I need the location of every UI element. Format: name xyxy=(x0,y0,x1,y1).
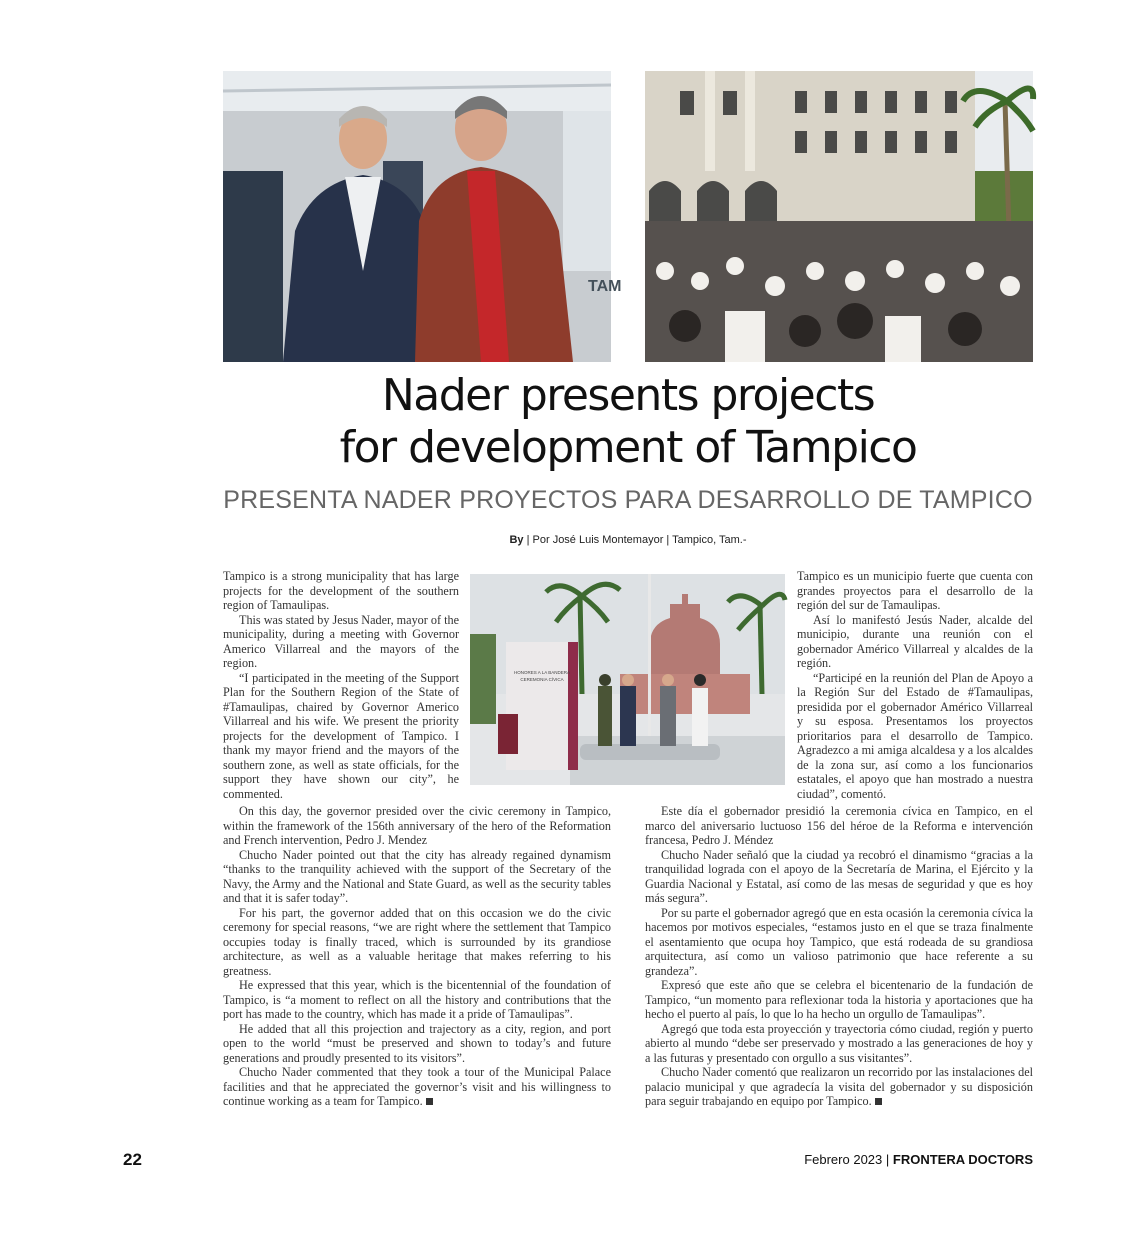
paragraph: Tampico es un municipio fuerte que cuenta con grandes proyectos para el desarrollo de la región del sur de Tamaulipas. xyxy=(797,569,1033,612)
byline xyxy=(223,534,1033,546)
paragraph: “Participé en la reunión del Plan de Apoyo a la Región Sur del Estado de #Tamaulipas, presidida por el gobernador Américo Villarreal y su esposa. Presentamos los proyectos prioritarios para el desarrollo de Tampico. Agradezco a mi amiga alcaldesa y a los alcaldes de la zona sur, así como a los funcionarios estatales, el apoyo que han mostrado a nuestra ciudad”, comentó. xyxy=(797,670,1033,801)
byline-by: By xyxy=(509,534,524,546)
paragraph: Agregó que toda esta proyección y trayectoria cómo ciudad, región y puerto abierto al mundo “debe ser preservado y mostrado a las generaciones de hoy y a las futuras y presentado con orgullo a sus visitantes”. xyxy=(645,1021,1033,1065)
footer-date: Febrero 2023 xyxy=(804,1152,883,1167)
english-text-column-2 xyxy=(223,804,611,1109)
spanish-text-column-2 xyxy=(645,804,1033,1109)
end-mark-icon xyxy=(426,1098,433,1105)
paragraph: Tampico is a strong municipality that has large projects for the development of the southern region of Tamaulipas. xyxy=(223,569,459,612)
paragraph: This was stated by Jesus Nader, mayor of the municipality, during a meeting with Governor Americo Villarreal and the mayors of the region. xyxy=(223,612,459,670)
paragraph: For his part, the governor added that on this occasion we do the civic ceremony for special reasons, “we are right where the settlement that Tampico occupies today is finally traced, which is surrounded by its grandiose architecture, as well as a valuable heritage that makes referring to his greatness. xyxy=(223,905,611,978)
headline-line-2: for development of Tampico xyxy=(339,422,917,473)
english-text-column-1 xyxy=(223,569,459,801)
footer-publication xyxy=(804,1152,1033,1167)
paragraph: Chucho Nader commented that they took a tour of the Municipal Palace facilities and that he appreciated the governor’s visit and his willingness to continue working as a team for Tampico. xyxy=(223,1065,611,1108)
footer-brand: FRONTERA DOCTORS xyxy=(892,1152,1033,1167)
paragraph: He added that all this projection and trajectory as a city, region, and port open to the world “must be preserved and shown to today’s and future generations and proudly presented to its visitors”. xyxy=(223,1021,611,1065)
headline-line-1: Nader presents projects xyxy=(381,370,875,421)
paragraph: Chucho Nader comentó que realizaron un recorrido por las instalaciones del palacio municipal y que agradecía la visita del gobernador y su disposición para seguir trabajando en equipo por Tampico. xyxy=(645,1065,1033,1108)
headline xyxy=(223,370,1033,474)
subheadline-spanish: PRESENTA NADER PROYECTOS PARA DESARROLLO DE TAMPICO xyxy=(223,486,1033,514)
paragraph: Este día el gobernador presidió la ceremonia cívica en Tampico, en el marco del aniversario luctuoso 156 del héroe de la Reforma e intervención francesa, Pedro J. Méndez xyxy=(645,804,1033,847)
paragraph: Chucho Nader señaló que la ciudad ya recobró el dinamismo “gracias a la tranquilidad lograda con el apoyo de la Secretaría de Marina, el Ejército y la Guardia Nacional y Estatal, así como de las mesas de seguridad y que es hoy más segura”. xyxy=(645,847,1033,905)
paragraph: On this day, the governor presided over the civic ceremony in Tampico, within the framework of the 156th anniversary of the hero of the Reformation and French intervention, Pedro J. Mendez xyxy=(223,804,611,847)
banner-text-line-2: CEREMONIA CÍVICA xyxy=(520,677,564,682)
banner-text: TAM xyxy=(588,278,622,295)
photo-civic-ceremony xyxy=(470,574,785,785)
banner-text-line-1: HONORES A LA BANDERA xyxy=(513,670,571,675)
paragraph: Así lo manifestó Jesús Nader, alcalde del municipio, durante una reunión con el gobernador Américo Villarreal y alcaldes de la región. xyxy=(797,612,1033,670)
byline-author: | Por José Luis Montemayor | Tampico, Tam.- xyxy=(523,534,747,546)
paragraph: He expressed that this year, which is the bicentennial of the foundation of Tampico, is “a moment to reflect on all the history and contributions that the port has made to the country, which has made it a pride of Tamaulipas”. xyxy=(223,978,611,1021)
photo-mayor-and-governor xyxy=(223,71,622,362)
paragraph: Por su parte el gobernador agregó que en esta ocasión la ceremonia cívica la hacemos por motivos especiales, “estamos justo en el que se traza finalmente el asentamiento que ocupa hoy Tampico, que está rodeada de su grandiosa arquitectura, así como un valioso patrimonio que hace referente a su grandeza”. xyxy=(645,905,1033,978)
photo-crowd-municipal-palace xyxy=(645,71,1033,362)
paragraph: “I participated in the meeting of the Support Plan for the Southern Region of the State of #Tamaulipas, chaired by Governor Americo Villarreal and his wife. We present the priority projects for the development of Tampico. I thank my mayor friend and the mayors of the southern zone, as well as state officials, for the support they have shown our city”, he commented. xyxy=(223,670,459,801)
paragraph: Expresó que este año que se celebra el bicentenario de la fundación de Tampico, “un momento para reflexionar toda la historia y aportaciones que ha hecho el puerto al país, lo que lo ha hecho un orgullo de Tamaulipas”. xyxy=(645,978,1033,1021)
footer-separator: | xyxy=(882,1152,893,1167)
paragraph: Chucho Nader pointed out that the city has already regained dynamism “thanks to the tranquility achieved with the support of the Secretary of the Navy, the Army and the National and State Guard, as well as the security tables and that it is safer today”. xyxy=(223,847,611,905)
page-number: 22 xyxy=(123,1150,142,1169)
end-mark-icon xyxy=(875,1098,882,1105)
spanish-text-column-1 xyxy=(797,569,1033,801)
